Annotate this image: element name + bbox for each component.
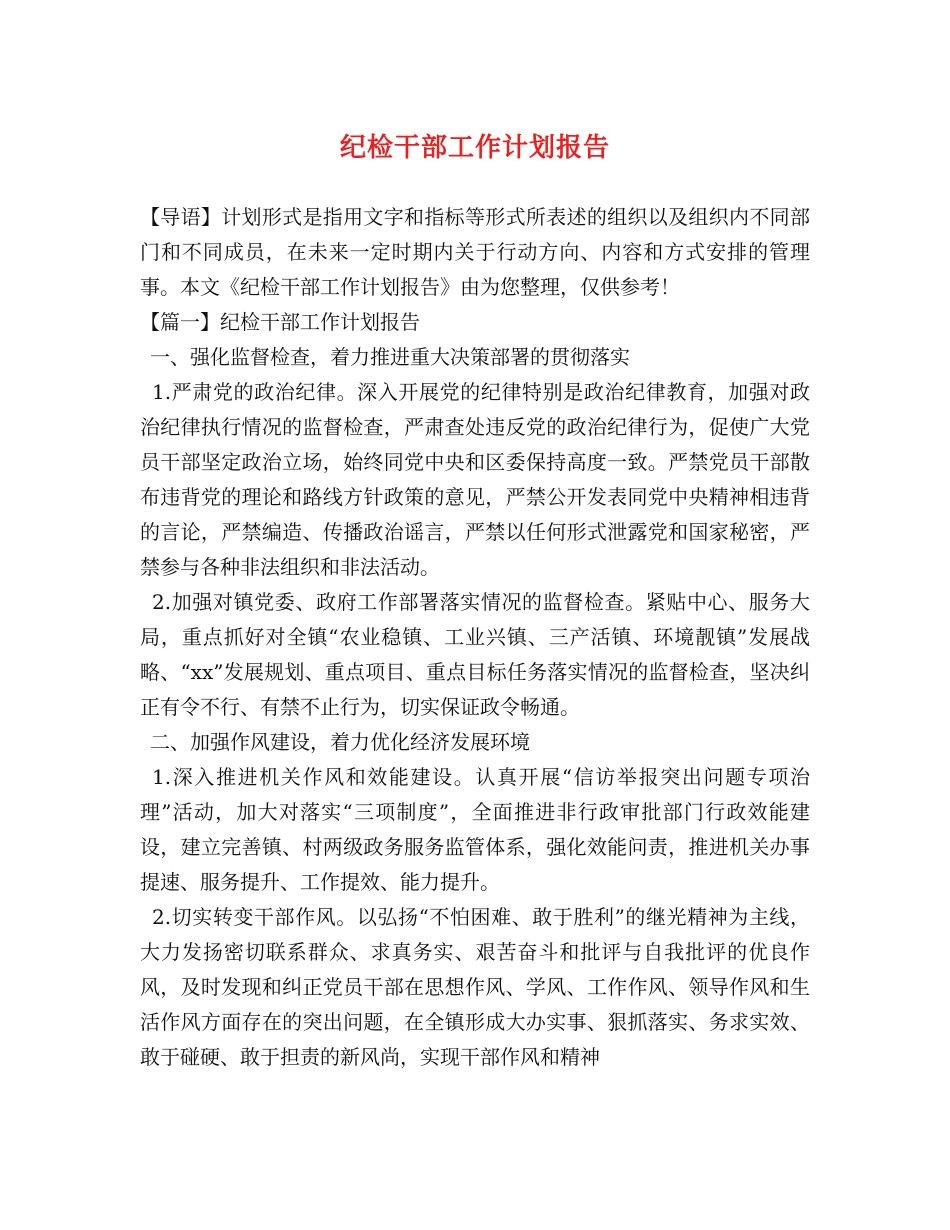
document-body bbox=[140, 200, 810, 1075]
paragraph-cadre-style: 2.切实转变干部作风。以弘扬“不怕困难、敢于胜利”的继光精神为主线，大力发扬密切联系群众、求真务实、艰苦奋斗和批评与自我批评的优良作风，及时发现和纠正党员干部在思想作风、学风、工作作风、领导作风和生活作风方面存在的突出问题，在全镇形成大办实事、狠抓落实、务求实效、敢于碰硬、敢于担责的新风尚，实现干部作风和精神 bbox=[140, 905, 810, 1069]
paragraph-political-discipline: 1.严肃党的政治纪律。深入开展党的纪律特别是政治纪律教育，加强对政治纪律执行情况的监督检查，严肃查处违反党的政治纪律行为，促使广大党员干部坚定政治立场，始终同党中央和区委保持高度一致。严禁党员干部散布违背党的理论和路线方针政策的意见，严禁公开发表同党中央精神相违背的言论，严禁编造、传播政治谣言，严禁以任何形式泄露党和国家秘密，严禁参与各种非法组织和非法活动。 bbox=[140, 380, 810, 579]
document-title: 纪检干部工作计划报告 bbox=[339, 133, 610, 163]
heading-level1-supervision: 一、强化监督检查，着力推进重大决策部署的贯彻落实 bbox=[150, 345, 630, 369]
heading-level1-work-style: 二、加强作风建设，着力优化经济发展环境 bbox=[150, 730, 530, 754]
paragraph-efficiency-building: 1.深入推进机关作风和效能建设。认真开展“信访举报突出问题专项治理”活动，加大对落实“三项制度”，全面推进非行政审批部门行政效能建设，建立完善镇、村两级政务服务监管体系，强化效能问责，推进机关办事提速、服务提升、工作提效、能力提升。 bbox=[140, 765, 810, 894]
intro-paragraph: 【导语】计划形式是指用文字和指标等形式所表述的组织以及组织内不同部门和不同成员，在未来一定时期内关于行动方向、内容和方式安排的管理事。本文《纪检干部工作计划报告》由为您整理，仅供参考！ bbox=[140, 205, 810, 299]
paragraph-supervision-inspection: 2.加强对镇党委、政府工作部署落实情况的监督检查。紧贴中心、服务大局，重点抓好对全镇“农业稳镇、工业兴镇、三产活镇、环境靓镇”发展战略、“xx”发展规划、重点项目、重点目标任务落实情况的监督检查，坚决纠正有令不行、有禁不止行为，切实保证政令畅通。 bbox=[140, 590, 810, 719]
section-heading-part-one: 【篇一】纪检干部工作计划报告 bbox=[140, 310, 420, 334]
